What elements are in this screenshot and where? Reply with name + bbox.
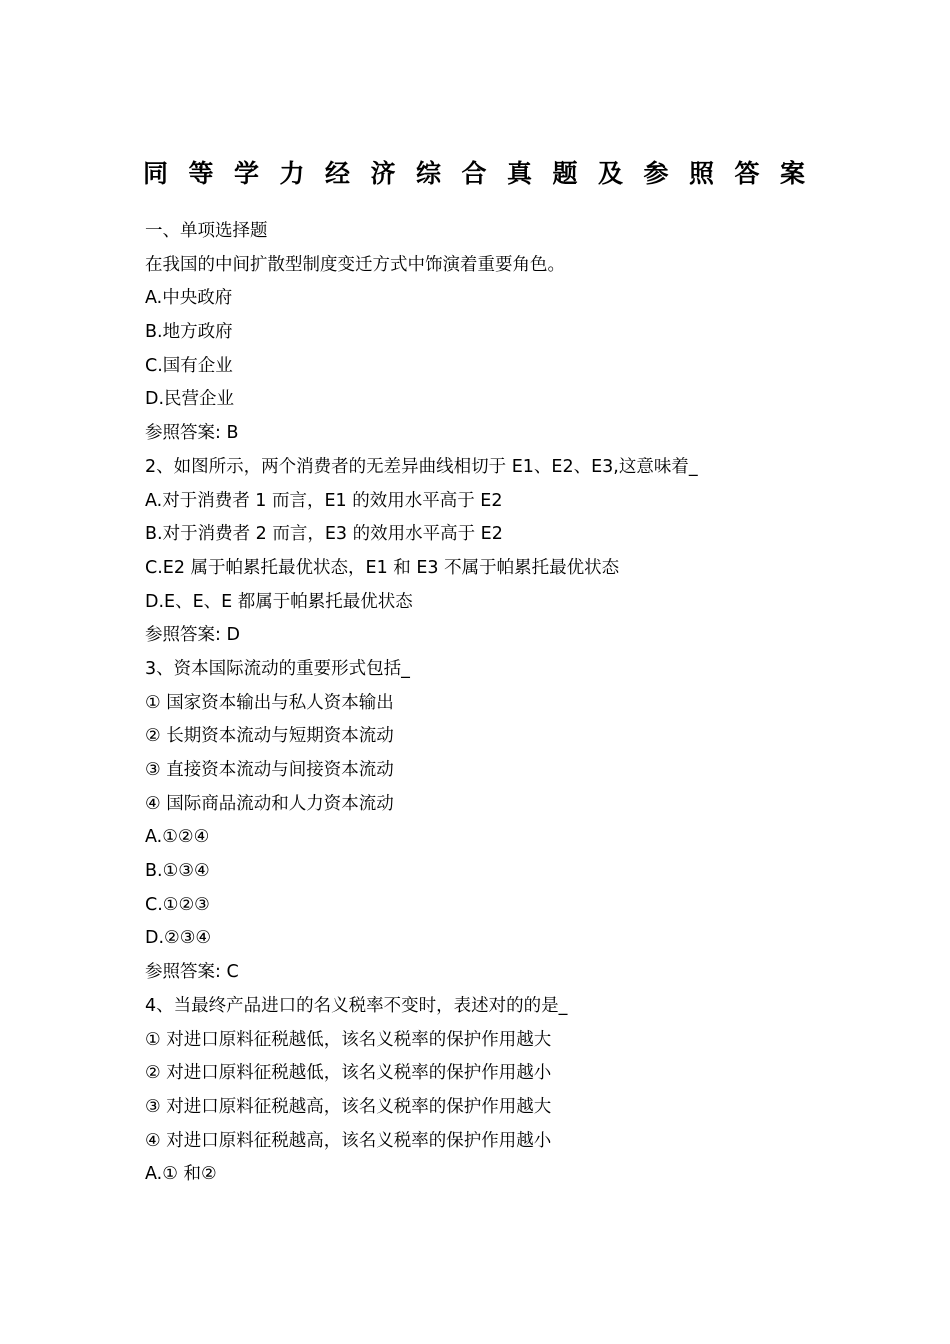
question-1-option-b: B.地方政府 — [145, 322, 233, 343]
question-1-answer: 参照答案: B — [145, 423, 239, 444]
question-1-option-d: D.民营企业 — [145, 389, 235, 410]
question-3-item-4: ④ 国际商品流动和人力资本流动 — [145, 793, 394, 814]
question-4-item-2: ② 对进口原料征税越低，该名义税率的保护作用越小 — [145, 1063, 552, 1084]
question-2-text: 2、如图所示，两个消费者的无差异曲线相切于 E1、E2、E3,这意味着_ — [145, 456, 698, 477]
question-1-option-c: C.国有企业 — [145, 355, 233, 376]
question-3-item-2: ② 长期资本流动与短期资本流动 — [145, 726, 394, 747]
question-4-text: 4、当最终产品进口的名义税率不变时，表述对的的是_ — [145, 995, 568, 1016]
question-3-answer: 参照答案: C — [145, 962, 239, 983]
question-3-item-1: ① 国家资本输出与私人资本输出 — [145, 692, 394, 713]
question-3-item-3: ③ 直接资本流动与间接资本流动 — [145, 760, 394, 780]
document-body — [145, 215, 845, 1192]
question-1-option-a: A.中央政府 — [145, 288, 233, 309]
question-2-option-c: C.E2 属于帕累托最优状态，E1 和 E3 不属于帕累托最优状态 — [145, 557, 620, 578]
question-4-option-a: A.① 和② — [145, 1164, 217, 1185]
question-2-option-a: A.对于消费者 1 而言，E1 的效用水平高于 E2 — [145, 490, 503, 511]
section-heading: 一、单项选择题 — [145, 221, 268, 241]
question-3-option-c: C.①②③ — [145, 894, 210, 915]
question-4-item-1: ① 对进口原料征税越低，该名义税率的保护作用越大 — [145, 1029, 552, 1050]
question-3-option-d: D.②③④ — [145, 928, 212, 949]
question-2-answer: 参照答案: D — [145, 625, 240, 646]
question-3-option-a: A.①②④ — [145, 827, 210, 848]
question-3-option-b: B.①③④ — [145, 861, 210, 882]
question-3-text: 3、资本国际流动的重要形式包括_ — [145, 658, 410, 679]
question-2-option-d: D.E、E、E 都属于帕累托最优状态 — [145, 591, 413, 612]
question-4-item-3: ③ 对进口原料征税越高，该名义税率的保护作用越大 — [145, 1096, 552, 1117]
document-title: 同等学力经济综合真题及参照答案 — [143, 159, 826, 188]
question-1-text: 在我国的中间扩散型制度变迁方式中饰演着重要角色。 — [145, 254, 565, 275]
question-2-option-b: B.对于消费者 2 而言，E3 的效用水平高于 E2 — [145, 524, 503, 545]
question-4-item-4: ④ 对进口原料征税越高，该名义税率的保护作用越小 — [145, 1130, 552, 1151]
